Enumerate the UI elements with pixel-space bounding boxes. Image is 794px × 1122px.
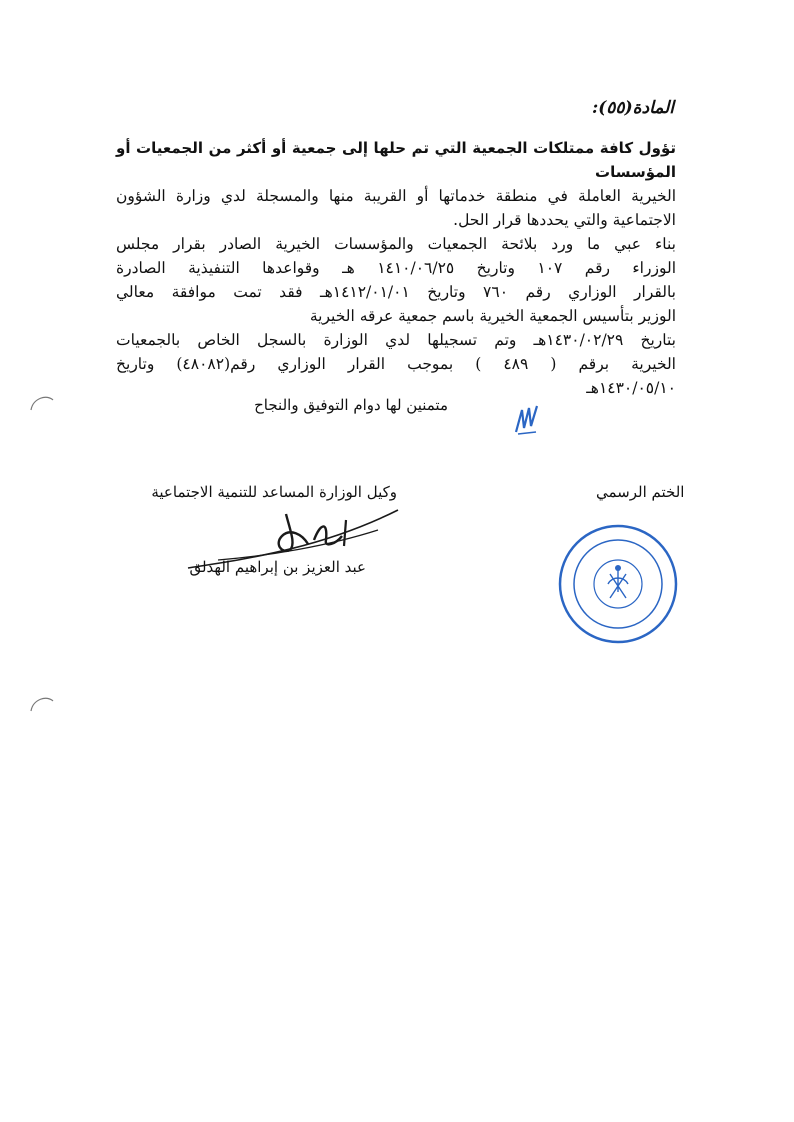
article-line: ١٤٣٠/٠٥/١٠هـ xyxy=(586,379,676,397)
closing-text: متمنين لها دوام التوفيق والنجاح xyxy=(254,396,448,414)
article-heading: المادة(٥٥): xyxy=(591,98,674,118)
initials-mark xyxy=(512,402,542,438)
punch-hole-mark xyxy=(27,693,55,715)
article-line: بناء عبي ما ورد بلائحة الجمعيات والمؤسسات الخيرية الصادر بقرار مجلس xyxy=(116,235,676,253)
article-line: الوزراء رقم ١٠٧ وتاريخ ١٤١٠/٠٦/٢٥ هـ وقواعدها التنفيذية الصادرة xyxy=(116,259,676,277)
article-line: بتاريخ ١٤٣٠/٠٢/٢٩هـ وتم تسجيلها لدي الوزارة بالسجل الخاص بالجمعيات xyxy=(116,331,676,349)
article-line: الخيرية برقم ( ٤٨٩ ) بموجب القرار الوزاري رقم(٤٨٠٨٢) وتاريخ xyxy=(116,355,676,373)
signatory-name: عبد العزيز بن إبراهيم الهدلق xyxy=(189,558,366,576)
stamp-label: الختم الرسمي xyxy=(596,483,685,501)
official-stamp xyxy=(556,522,680,646)
article-line: الاجتماعية والتي يحددها قرار الحل. xyxy=(453,211,676,229)
article-line: الوزير بتأسيس الجمعية الخيرية باسم جمعية عرقه الخيرية xyxy=(309,307,676,325)
article-body xyxy=(116,136,676,400)
punch-hole-mark xyxy=(27,392,55,414)
article-line: تؤول كافة ممتلكات الجمعية التي تم حلها إلى جمعية أو أكثر من الجمعيات أو المؤسسات xyxy=(116,139,676,181)
signatory-title: وكيل الوزارة المساعد للتنمية الاجتماعية xyxy=(151,483,397,501)
article-line: الخيرية العاملة في منطقة خدماتها أو القريبة منها والمسجلة لدي وزارة الشؤون xyxy=(116,187,676,205)
article-line: بالقرار الوزاري رقم ٧٦٠ وتاريخ ١٤١٢/٠١/٠١هـ فقد تمت موافقة معالي xyxy=(116,283,676,301)
